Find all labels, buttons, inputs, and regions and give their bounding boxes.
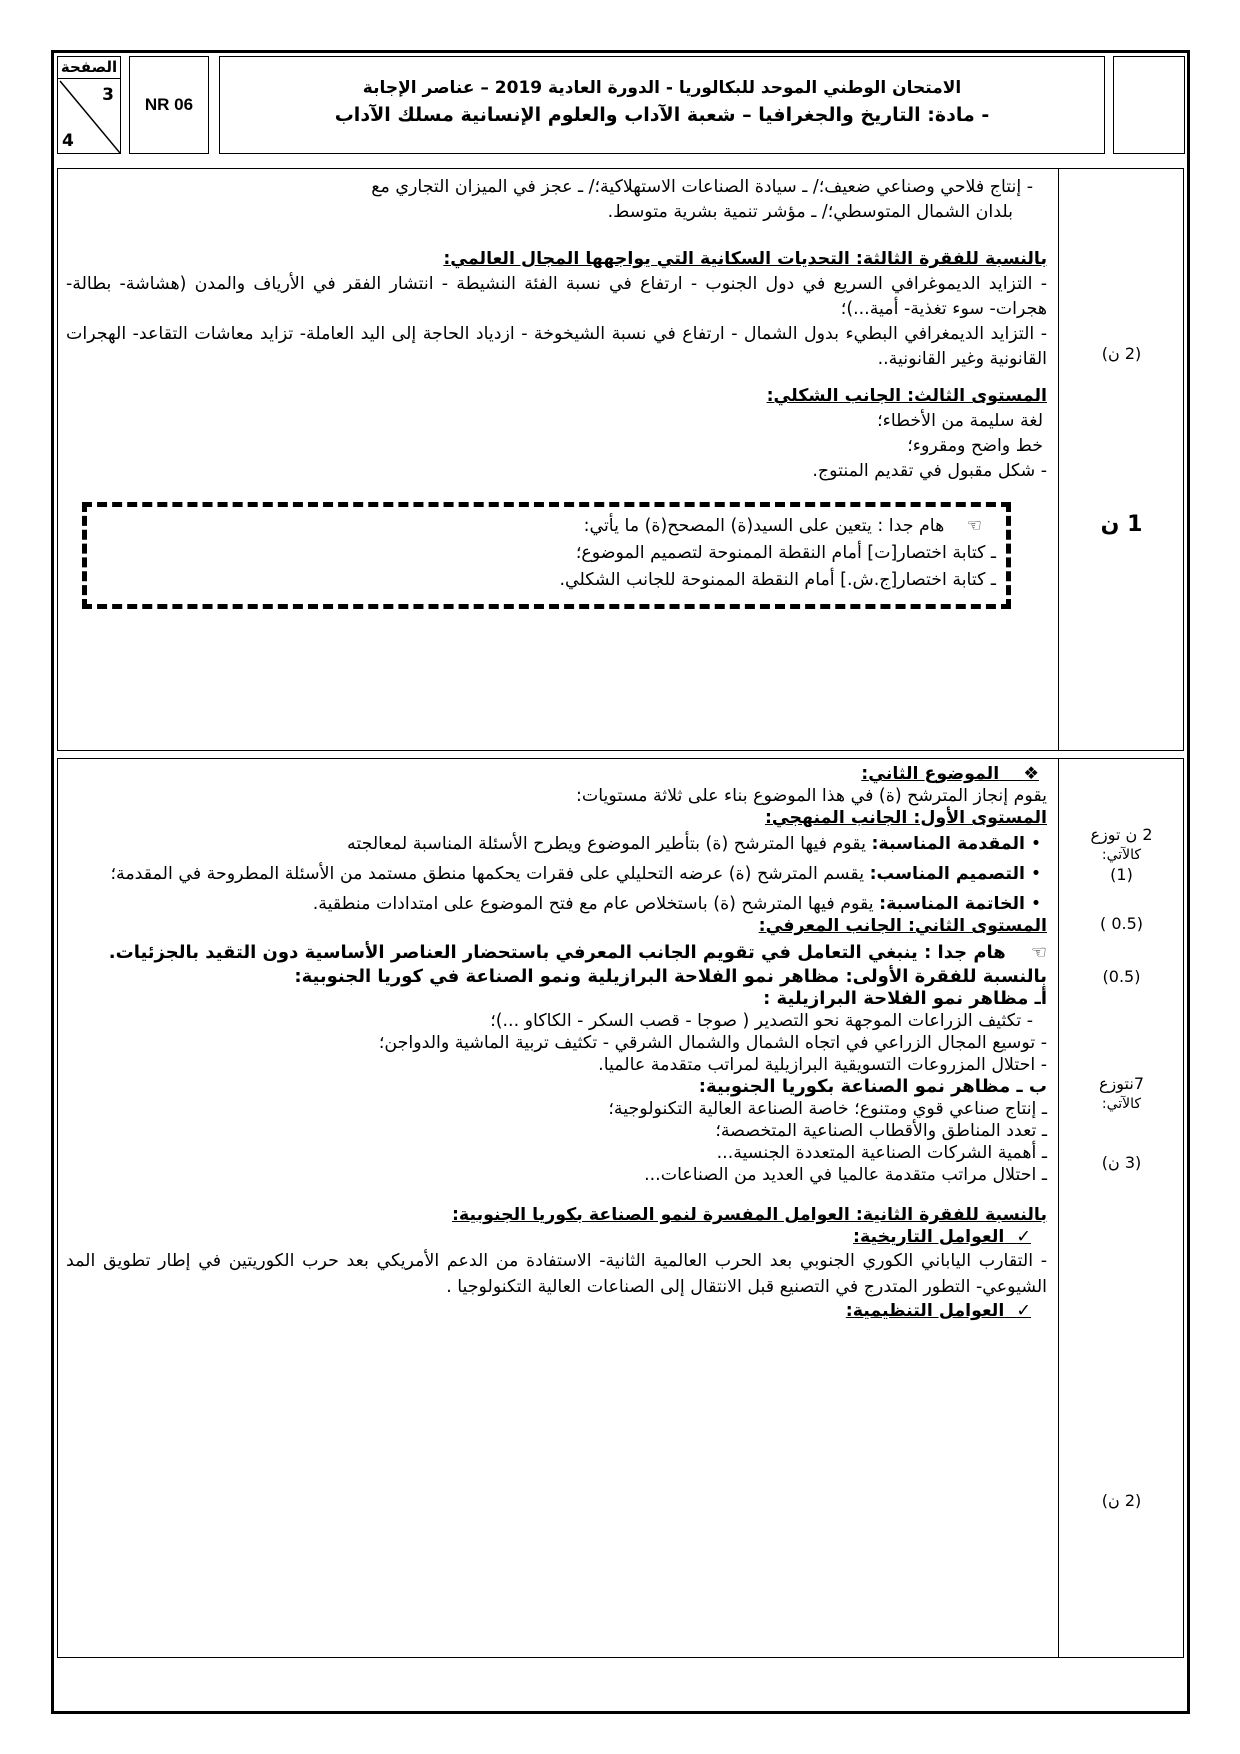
organizational-factors-title: العوامل التنظيمية:: [845, 1301, 1005, 1321]
subsection-b-title: ب ـ مظاهر نمو الصناعة بكوريا الجنوبية:: [698, 1076, 1047, 1097]
pointing-hand-icon: ☜: [966, 516, 982, 536]
diamond-bullet-icon: ❖: [1023, 764, 1039, 784]
bullet-label: المقدمة المناسبة:: [871, 834, 1025, 854]
bullet-text: يقسم المترشح (ة) عرضه التحليلي على فقرات يحكمها منطق مستمد من الأسئلة المطروحة في المقدمة؛: [110, 864, 870, 884]
pointing-hand-icon: ☜: [1030, 942, 1047, 963]
score-mark: (2 ن): [1101, 344, 1142, 363]
answer-content-1: [58, 169, 1057, 609]
part3-title: بالنسبة للفقرة الثالثة: التحديات السكانية التي يواجهها المجال العالمي:: [443, 249, 1047, 269]
list-item: ـ إنتاج صناعي قوي ومتنوع؛ خاصة الصناعة العالية التكنولوجية؛: [608, 1099, 1047, 1119]
list-item: - شكل مقبول في تقديم المنتوج.: [812, 461, 1047, 481]
column-divider: [1058, 759, 1059, 1657]
list-item: [66, 861, 1047, 887]
text-line: بلدان الشمال المتوسطي؛/ ـ مؤشر تنمية بشرية متوسط.: [607, 202, 1013, 222]
score-note: كالآتي:: [1101, 847, 1142, 863]
page-number-box: [57, 56, 121, 154]
answer-content-2: [58, 759, 1057, 1322]
notice-line: هام جدا : يتعين على السيد(ة) المصحح(ة) ما يأتي:: [583, 516, 945, 536]
checkmark-icon: ✓: [1016, 1301, 1031, 1321]
part3-paragraph-1: - التزايد الديموغرافي السريع في دول الجنوب - ارتفاع في نسبة الفئة النشيطة - انتشار الفقر في الأرياف والمدن (هشاشة- بطالة- هجرات- سوء تغذية- أمية...)؛: [66, 274, 1047, 319]
score-note: كالآتي:: [1101, 1096, 1142, 1112]
bullet-label: الخاتمة المناسبة:: [879, 894, 1025, 914]
exam-title-line2: - مادة: التاريخ والجغرافيا – شعبة الآداب والعلوم الإنسانية مسلك الآداب: [334, 104, 990, 126]
bullet-icon: •: [1030, 834, 1042, 854]
list-item: لغة سليمة من الأخطاء؛: [877, 411, 1043, 431]
answer-table-2: [57, 758, 1184, 1658]
list-item: [66, 893, 1047, 915]
exam-code: NR 06: [129, 56, 209, 154]
page-label: الصفحة: [58, 57, 120, 79]
level3-title: المستوى الثالث: الجانب الشكلي:: [766, 386, 1047, 406]
score-mark: 2 ن توزع: [1090, 825, 1153, 844]
bullet-text: يقوم فيها المترشح (ة) باستخلاص عام مع فتح الموضوع على امتدادات منطقية.: [312, 894, 880, 914]
level1-title: المستوى الأول: الجانب المنهجي:: [764, 808, 1047, 828]
important-notice-box: [82, 502, 1011, 609]
text-line: - إنتاج فلاحي وصناعي ضعيف؛/ ـ سيادة الصناعات الاستهلاكية؛/ ـ عجز في الميزان التجاري مع: [371, 177, 1033, 197]
part1-title: بالنسبة للفقرة الأولى: مظاهر نمو الفلاحة البرازيلية ونمو الصناعة في كوريا الجنوبية:: [294, 966, 1047, 987]
empty-header-cell: [1113, 56, 1185, 154]
list-item: ـ تعدد المناطق والأقطاب الصناعية المتخصصة؛: [715, 1121, 1047, 1141]
topic-title: الموضوع الثاني:: [861, 764, 1000, 784]
list-item: - احتلال المزروعات التسويقية البرازيلية لمراتب متقدمة عالميا.: [598, 1055, 1047, 1075]
list-item: - تكثيف الزراعات الموجهة نحو التصدير ( صوجا - قصب السكر - الكاكاو ...)؛: [490, 1011, 1033, 1031]
part3-paragraph-2: - التزايد الديمغرافي البطيء بدول الشمال - ارتفاع في نسبة الشيخوخة - ازدياد الحاجة إلى اليد العاملة- تزايد معاشات التقاعد- الهجرات القانونية وغير القانونية..: [66, 324, 1047, 369]
bullet-text: يقوم فيها المترشح (ة) بتأطير الموضوع ويطرح الأسئلة المناسبة لمعالجته: [347, 834, 872, 854]
level2-title: المستوى الثاني: الجانب المعرفي:: [758, 916, 1047, 936]
historical-factors-text: - التقارب الياباني الكوري الجنوبي بعد الحرب العالمية الثانية- الاستفادة من الدعم الأمريكي بعد حرب الكوريتين في إطار تطويق المد الشيوعي- التطور المتدرج في التصنيع قبل الانتقال إلى الصناعات العالية التكنولوجيا .: [66, 1251, 1047, 1297]
historical-factors-title: العوامل التاريخية:: [853, 1227, 1005, 1247]
score-mark: (3 ن): [1101, 1153, 1142, 1172]
checkmark-icon: ✓: [1016, 1227, 1031, 1247]
list-item: [66, 833, 1047, 855]
important-note: هام جدا : ينبغي التعامل في تقويم الجانب المعرفي باستحضار العناصر الأساسية دون التقيد بالجزئيات.: [108, 942, 1006, 963]
bullet-icon: •: [1030, 864, 1042, 884]
part2-title: بالنسبة للفقرة الثانية: العوامل المفسرة لنمو الصناعة بكوريا الجنوبية:: [451, 1205, 1047, 1225]
answer-table-1: [57, 168, 1184, 751]
bullet-label: التصميم المناسب:: [869, 864, 1025, 884]
score-mark: (0.5): [1102, 967, 1141, 986]
intro-text: يقوم إنجاز المترشح (ة) في هذا الموضوع بناء على ثلاثة مستويات:: [575, 786, 1047, 806]
score-mark: (0.5 ): [1099, 914, 1144, 933]
list-item: ـ احتلال مراتب متقدمة عالميا في العديد من الصناعات...: [644, 1165, 1047, 1185]
exam-title-box: [219, 56, 1105, 154]
list-item: ـ أهمية الشركات الصناعية المتعددة الجنسية...: [716, 1143, 1047, 1163]
score-block: [1059, 825, 1184, 885]
list-item: - توسيع المجال الزراعي في اتجاه الشمال والشمال الشرقي - تكثيف تربية الماشية والدواجن؛: [378, 1033, 1047, 1053]
page-total: 4: [62, 131, 74, 151]
subsection-a-title: أـ مظاهر نمو الفلاحة البرازيلية :: [763, 988, 1047, 1009]
score-mark: 7نتوزع: [1098, 1074, 1144, 1093]
exam-title-line1: الامتحان الوطني الموحد للبكالوريا - الدورة العادية 2019 – عناصر الإجابة: [362, 78, 962, 98]
score-mark: 1 ن: [1100, 512, 1143, 537]
score-mark: (1): [1110, 865, 1133, 884]
score-mark: (2 ن): [1101, 1491, 1142, 1510]
page-current: 3: [102, 85, 114, 105]
notice-line: ـ كتابة اختصار[ج.ش.] أمام النقطة الممنوحة للجانب الشكلي.: [559, 570, 996, 590]
column-divider: [1058, 169, 1059, 750]
notice-line: ـ كتابة اختصار[ت] أمام النقطة الممنوحة لتصميم الموضوع؛: [575, 543, 996, 563]
bullet-icon: •: [1030, 894, 1042, 914]
list-item: خط واضح ومقروء؛: [907, 436, 1043, 456]
score-block: [1059, 1074, 1184, 1114]
